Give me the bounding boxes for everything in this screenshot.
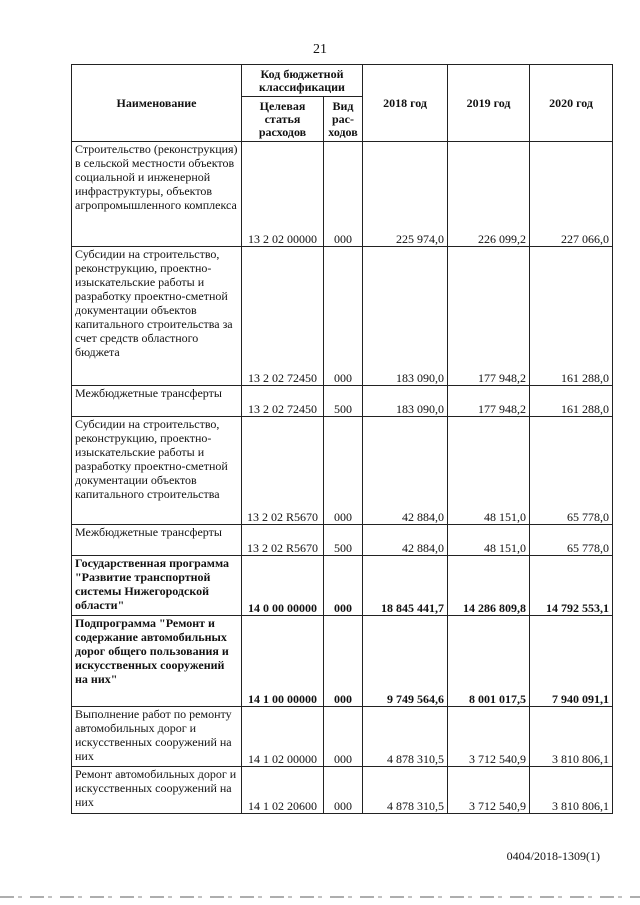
row-value-2018: 42 884,0 xyxy=(363,417,448,525)
header-year-2019: 2019 год xyxy=(448,65,530,142)
row-target-code: 13 2 02 R5670 xyxy=(242,417,324,525)
row-target-code: 13 2 02 72450 xyxy=(242,247,324,386)
row-name: Межбюджетные трансферты xyxy=(72,525,242,556)
row-value-2018: 183 090,0 xyxy=(363,386,448,417)
row-value-2019: 177 948,2 xyxy=(448,386,530,417)
header-year-2020: 2020 год xyxy=(530,65,613,142)
row-name: Выполнение работ по ремонту автомобильных дорог и искусственных сооружений на них xyxy=(72,707,242,767)
row-value-2020: 161 288,0 xyxy=(530,386,613,417)
row-value-2019: 48 151,0 xyxy=(448,525,530,556)
row-name: Ремонт автомобильных дорог и искусственных сооружений на них xyxy=(72,767,242,814)
row-expense-type: 000 xyxy=(324,417,363,525)
row-name: Государственная программа "Развитие транспортной системы Нижегородской области" xyxy=(72,556,242,616)
row-name: Субсидии на строительство, реконструкцию, проектно-изыскательские работы и разработку проектно-сметной документации объектов капитального строительства за счет средств областного бюджета xyxy=(72,247,242,386)
row-value-2018: 4 878 310,5 xyxy=(363,707,448,767)
row-target-code: 13 2 02 00000 xyxy=(242,142,324,247)
table-row xyxy=(72,417,613,525)
row-target-code: 14 0 00 00000 xyxy=(242,556,324,616)
row-value-2018: 18 845 441,7 xyxy=(363,556,448,616)
row-name: Подпрограмма "Ремонт и содержание автомобильных дорог общего пользования и искусственных сооружений на них" xyxy=(72,616,242,707)
table-row xyxy=(72,386,613,417)
row-value-2019: 48 151,0 xyxy=(448,417,530,525)
row-value-2019: 14 286 809,8 xyxy=(448,556,530,616)
row-value-2020: 161 288,0 xyxy=(530,247,613,386)
document-code: 0404/2018-1309(1) xyxy=(506,849,600,863)
scan-edge-line xyxy=(0,896,640,898)
table-row xyxy=(72,767,613,814)
header-target-article: Целевая статья расходов xyxy=(242,97,324,142)
header-code-group: Код бюджетной классификации xyxy=(242,65,363,97)
row-target-code: 13 2 02 R5670 xyxy=(242,525,324,556)
row-target-code: 14 1 00 00000 xyxy=(242,616,324,707)
row-value-2019: 177 948,2 xyxy=(448,247,530,386)
row-value-2020: 3 810 806,1 xyxy=(530,767,613,814)
header-year-2018: 2018 год xyxy=(363,65,448,142)
row-value-2020: 227 066,0 xyxy=(530,142,613,247)
row-target-code: 14 1 02 00000 xyxy=(242,707,324,767)
row-value-2019: 226 099,2 xyxy=(448,142,530,247)
row-value-2018: 4 878 310,5 xyxy=(363,767,448,814)
header-name: Наименование xyxy=(72,65,242,142)
table-row xyxy=(72,707,613,767)
row-expense-type: 000 xyxy=(324,707,363,767)
row-target-code: 14 1 02 20600 xyxy=(242,767,324,814)
row-expense-type: 500 xyxy=(324,386,363,417)
row-expense-type: 000 xyxy=(324,556,363,616)
table-row xyxy=(72,525,613,556)
row-value-2019: 3 712 540,9 xyxy=(448,767,530,814)
row-expense-type: 000 xyxy=(324,616,363,707)
row-name: Межбюджетные трансферты xyxy=(72,386,242,417)
table-row xyxy=(72,247,613,386)
table-row xyxy=(72,616,613,707)
row-value-2018: 9 749 564,6 xyxy=(363,616,448,707)
row-value-2020: 65 778,0 xyxy=(530,417,613,525)
row-value-2020: 7 940 091,1 xyxy=(530,616,613,707)
row-value-2020: 3 810 806,1 xyxy=(530,707,613,767)
row-value-2019: 3 712 540,9 xyxy=(448,707,530,767)
row-value-2018: 183 090,0 xyxy=(363,247,448,386)
row-expense-type: 000 xyxy=(324,767,363,814)
table-row xyxy=(72,142,613,247)
row-value-2020: 14 792 553,1 xyxy=(530,556,613,616)
row-value-2018: 225 974,0 xyxy=(363,142,448,247)
header-expense-type: Вид рас-ходов xyxy=(324,97,363,142)
row-expense-type: 000 xyxy=(324,142,363,247)
page-number: 21 xyxy=(313,42,327,57)
row-value-2020: 65 778,0 xyxy=(530,525,613,556)
table-row xyxy=(72,556,613,616)
row-expense-type: 500 xyxy=(324,525,363,556)
row-value-2019: 8 001 017,5 xyxy=(448,616,530,707)
budget-table xyxy=(71,64,613,814)
row-name: Строительство (реконструкция) в сельской местности объектов социальной и инженерной инфраструктуры, объектов агропромышленного комплекса xyxy=(72,142,242,247)
row-name: Субсидии на строительство, реконструкцию, проектно-изыскательские работы и разработку проектно-сметной документации объектов капитального строительства xyxy=(72,417,242,525)
row-expense-type: 000 xyxy=(324,247,363,386)
row-value-2018: 42 884,0 xyxy=(363,525,448,556)
row-target-code: 13 2 02 72450 xyxy=(242,386,324,417)
